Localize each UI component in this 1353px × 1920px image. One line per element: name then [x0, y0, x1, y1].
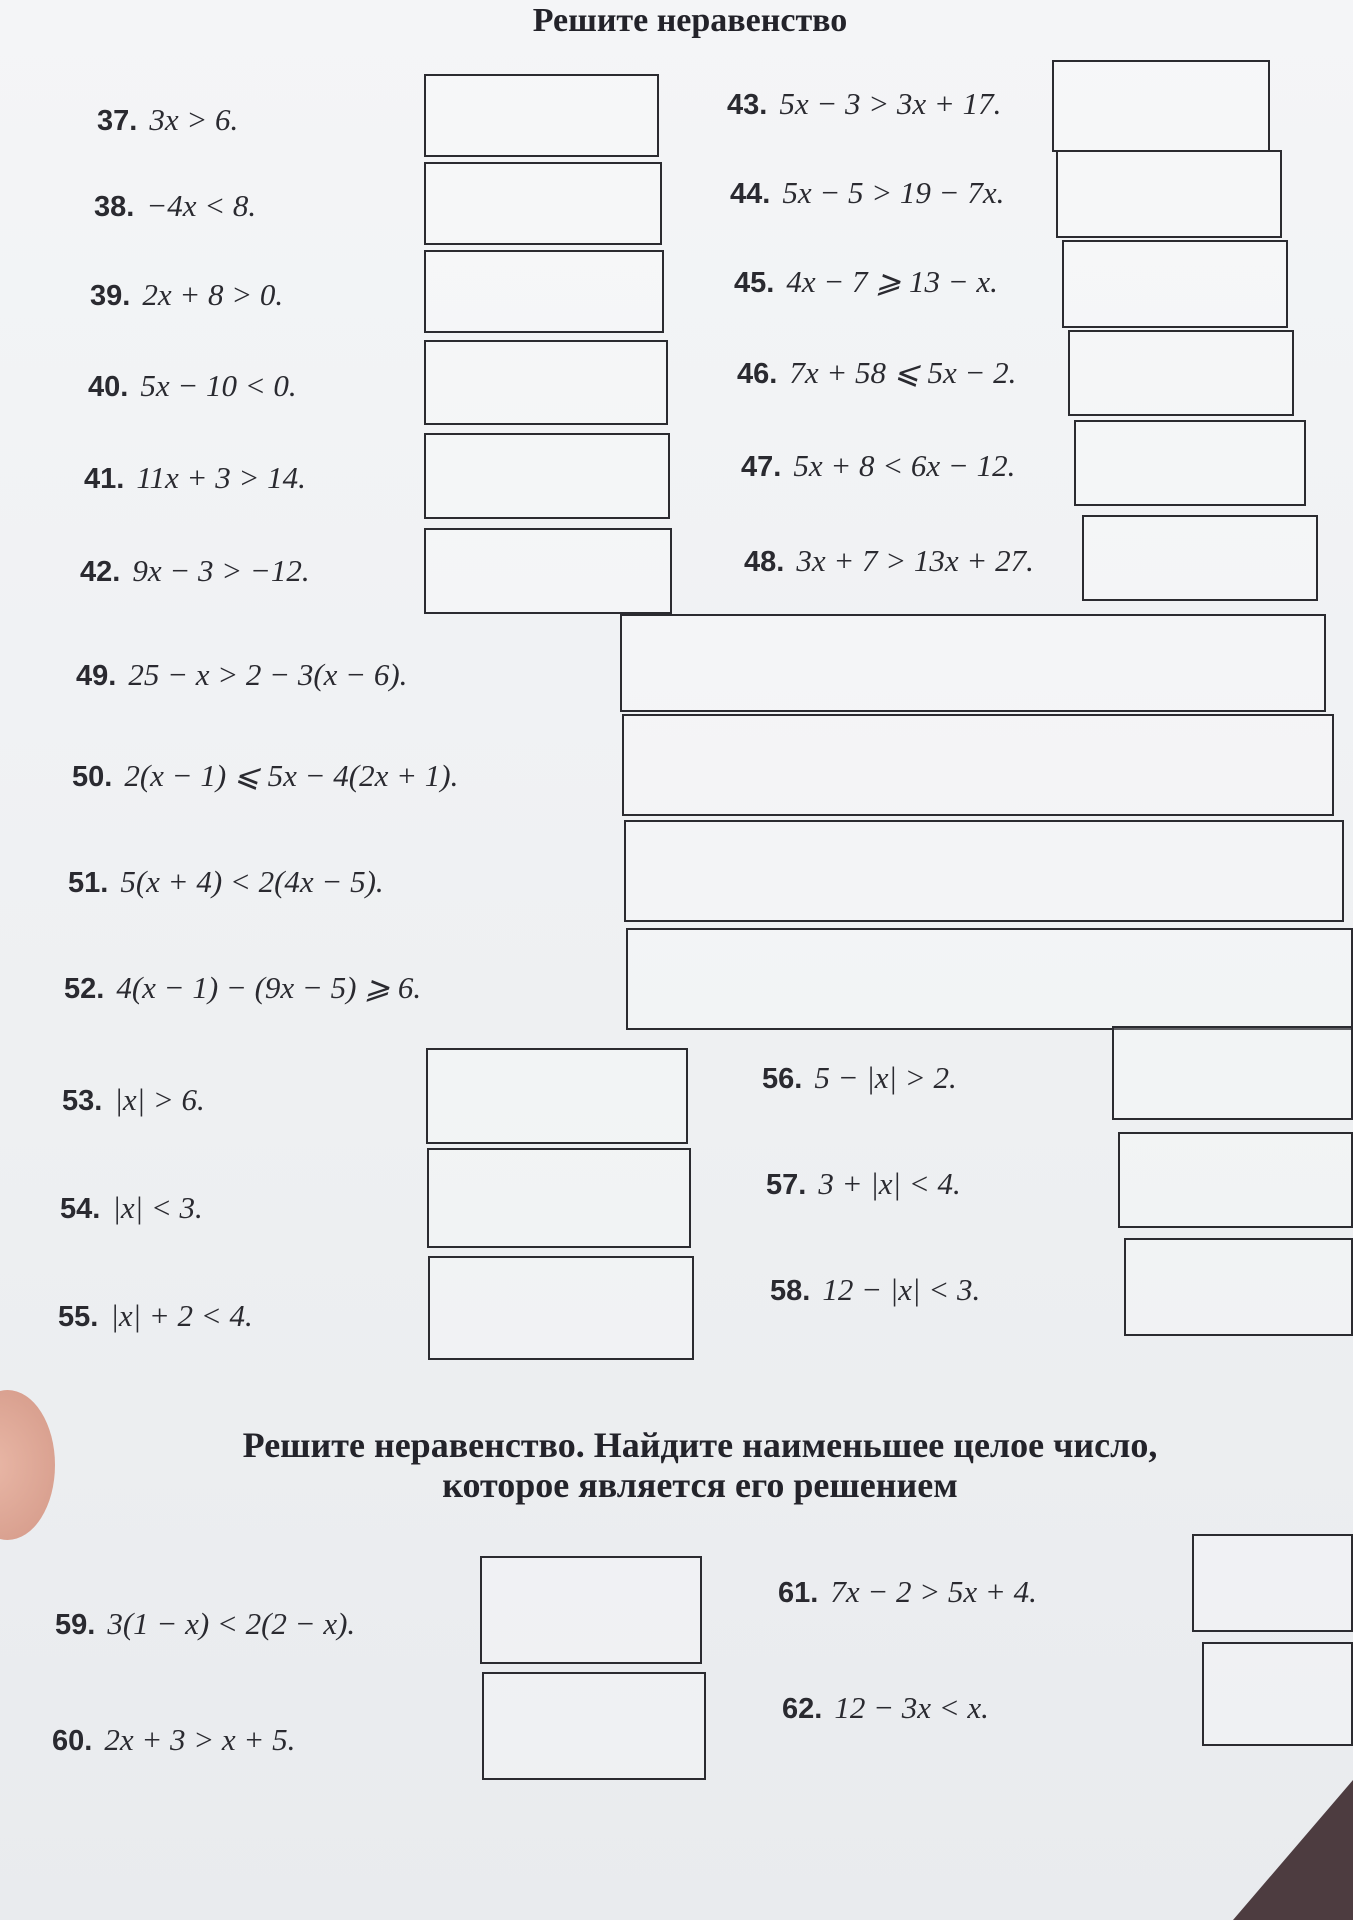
problem-number: 57. — [766, 1169, 807, 1201]
problem-38 — [94, 188, 256, 224]
answer-box-51[interactable] — [624, 820, 1344, 922]
answer-box-52[interactable] — [626, 928, 1353, 1030]
problem-expression: 4x − 7 ⩾ 13 − x. — [786, 264, 998, 299]
problem-expression: 2x + 8 > 0. — [142, 277, 284, 312]
thumb-edge — [0, 1390, 55, 1540]
problem-number: 41. — [84, 463, 125, 495]
problem-48 — [744, 543, 1034, 579]
problem-expression: 3x + 7 > 13x + 27. — [796, 543, 1034, 578]
problem-expression: |x| < 3. — [112, 1190, 203, 1225]
problem-57 — [766, 1166, 961, 1202]
answer-box-56[interactable] — [1112, 1026, 1353, 1120]
problem-expression: 3(1 − x) < 2(2 − x). — [107, 1606, 356, 1641]
problem-52 — [64, 970, 421, 1006]
problem-number: 43. — [727, 89, 768, 121]
answer-box-55[interactable] — [428, 1256, 694, 1360]
problem-37 — [97, 102, 238, 138]
section-heading-2 — [60, 1425, 1340, 1505]
answer-box-38[interactable] — [424, 162, 662, 245]
problem-number: 40. — [88, 371, 129, 403]
problem-number: 45. — [734, 267, 775, 299]
problem-expression: 7x − 2 > 5x + 4. — [830, 1574, 1037, 1609]
problem-number: 49. — [76, 660, 117, 692]
answer-box-59[interactable] — [480, 1556, 702, 1664]
problem-39 — [90, 277, 283, 313]
problem-53 — [62, 1082, 205, 1118]
problem-number: 51. — [68, 867, 109, 899]
answer-box-43[interactable] — [1052, 60, 1270, 152]
problem-number: 38. — [94, 191, 135, 223]
problem-number: 55. — [58, 1301, 99, 1333]
problem-number: 62. — [782, 1693, 823, 1725]
problem-number: 46. — [737, 358, 778, 390]
problem-number: 37. — [97, 105, 138, 137]
problem-expression: 5x + 8 < 6x − 12. — [793, 448, 1016, 483]
problem-expression: 9x − 3 > −12. — [132, 553, 310, 588]
problem-41 — [84, 460, 306, 496]
problem-expression: 5x − 10 < 0. — [140, 368, 297, 403]
problem-number: 59. — [55, 1609, 96, 1641]
answer-box-50[interactable] — [622, 714, 1334, 816]
problem-46 — [737, 355, 1016, 391]
answer-box-54[interactable] — [427, 1148, 691, 1248]
problem-expression: 5 − |x| > 2. — [814, 1060, 957, 1095]
section-heading-2-line1: Решите неравенство. Найдите наименьшее целое число, — [242, 1425, 1158, 1465]
problem-49 — [76, 657, 407, 693]
problem-55 — [58, 1298, 253, 1334]
problem-expression: 2(x − 1) ⩽ 5x − 4(2x + 1). — [124, 758, 459, 793]
problem-expression: 5(x + 4) < 2(4x − 5). — [120, 864, 384, 899]
answer-box-37[interactable] — [424, 74, 659, 157]
problem-51 — [68, 864, 384, 900]
answer-box-40[interactable] — [424, 340, 668, 425]
section-heading-2-line2: которое является его решением — [442, 1465, 958, 1505]
background-corner — [1233, 1780, 1353, 1920]
problem-number: 56. — [762, 1063, 803, 1095]
answer-box-62[interactable] — [1202, 1642, 1353, 1746]
problem-54 — [60, 1190, 203, 1226]
problem-number: 50. — [72, 761, 113, 793]
problem-47 — [741, 448, 1015, 484]
problem-number: 48. — [744, 546, 785, 578]
answer-box-58[interactable] — [1124, 1238, 1353, 1336]
answer-box-60[interactable] — [482, 1672, 706, 1780]
answer-box-45[interactable] — [1062, 240, 1288, 328]
problem-number: 60. — [52, 1725, 93, 1757]
problem-expression: 2x + 3 > x + 5. — [104, 1722, 296, 1757]
answer-box-57[interactable] — [1118, 1132, 1353, 1228]
problem-number: 44. — [730, 178, 771, 210]
answer-box-46[interactable] — [1068, 330, 1294, 416]
answer-box-61[interactable] — [1192, 1534, 1353, 1632]
problem-expression: 5x − 3 > 3x + 17. — [779, 86, 1002, 121]
problem-expression: 3x > 6. — [149, 102, 239, 137]
answer-box-39[interactable] — [424, 250, 664, 333]
problem-45 — [734, 264, 998, 300]
problem-44 — [730, 175, 1004, 211]
problem-60 — [52, 1722, 295, 1758]
problem-number: 54. — [60, 1193, 101, 1225]
problem-expression: 4(x − 1) − (9x − 5) ⩾ 6. — [116, 970, 422, 1005]
problem-43 — [727, 86, 1001, 122]
answer-box-41[interactable] — [424, 433, 670, 519]
problem-expression: 25 − x > 2 − 3(x − 6). — [128, 657, 408, 692]
problem-42 — [80, 553, 310, 589]
problem-number: 53. — [62, 1085, 103, 1117]
problem-expression: |x| > 6. — [114, 1082, 205, 1117]
problem-expression: 3 + |x| < 4. — [818, 1166, 961, 1201]
problem-expression: 7x + 58 ⩽ 5x − 2. — [789, 355, 1017, 390]
problem-number: 47. — [741, 451, 782, 483]
problem-59 — [55, 1606, 355, 1642]
problem-number: 61. — [778, 1577, 819, 1609]
answer-box-48[interactable] — [1082, 515, 1318, 601]
problem-expression: 5x − 5 > 19 − 7x. — [782, 175, 1005, 210]
problem-number: 42. — [80, 556, 121, 588]
problem-expression: |x| + 2 < 4. — [110, 1298, 253, 1333]
answer-box-42[interactable] — [424, 528, 672, 614]
problem-58 — [770, 1272, 980, 1308]
problem-expression: 12 − |x| < 3. — [822, 1272, 981, 1307]
answer-box-47[interactable] — [1074, 420, 1306, 506]
answer-box-49[interactable] — [620, 614, 1326, 712]
problem-62 — [782, 1690, 989, 1726]
problem-56 — [762, 1060, 957, 1096]
problem-expression: 11x + 3 > 14. — [136, 460, 306, 495]
problem-61 — [778, 1574, 1037, 1610]
problem-number: 58. — [770, 1275, 811, 1307]
problem-number: 52. — [64, 973, 105, 1005]
problem-expression: −4x < 8. — [146, 188, 257, 223]
problem-40 — [88, 368, 297, 404]
section-heading-1: Решите неравенство — [532, 2, 848, 39]
problem-50 — [72, 758, 458, 794]
answer-box-44[interactable] — [1056, 150, 1282, 238]
problem-expression: 12 − 3x < x. — [834, 1690, 989, 1725]
problem-number: 39. — [90, 280, 131, 312]
answer-box-53[interactable] — [426, 1048, 688, 1144]
